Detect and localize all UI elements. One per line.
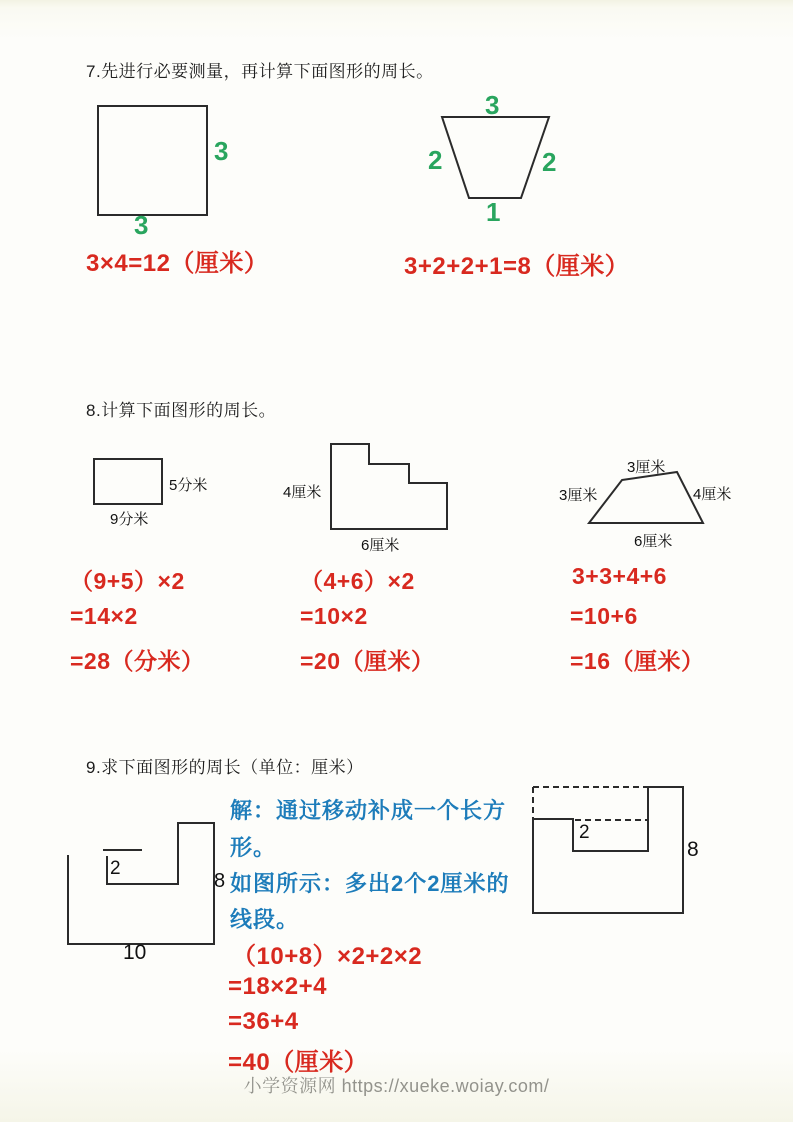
q7-square-figure xyxy=(96,104,212,220)
q9-solution-blue-line4: 线段。 xyxy=(230,907,300,932)
q7-square-bottom-label: 3 xyxy=(134,210,149,240)
q9-answer-line1: （10+8）×2+2×2 xyxy=(232,943,423,970)
q9-solution-blue-line3: 如图所示：多出2个2厘米的 xyxy=(230,871,510,896)
q8-trapezoid-figure xyxy=(586,468,708,528)
q9-left-figure xyxy=(65,818,220,950)
q9-solution-blue-line1: 解：通过移动补成一个长方 xyxy=(230,798,507,823)
q8-trapezoid-left-label: 3厘米 xyxy=(559,487,598,504)
q8-trapezoid-bottom-label: 6厘米 xyxy=(634,533,673,550)
q8-staircase-bottom-label: 6厘米 xyxy=(361,537,400,554)
q7-trapezoid-bottom-label: 1 xyxy=(486,197,501,227)
q9-right-right-label: 8 xyxy=(687,838,699,861)
q8-answer-col3-line2: =10+6 xyxy=(570,603,638,629)
q8-answer-col2-line2: =10×2 xyxy=(300,603,368,629)
q8-rectangle-bottom-label: 9分米 xyxy=(110,511,149,528)
q9-right-notch-label: 2 xyxy=(579,822,590,843)
question8-title: 8.计算下面图形的周长。 xyxy=(86,401,277,420)
q9-answer-line2: =18×2+4 xyxy=(228,973,327,1000)
q8-answer-col2-line3: =20（厘米） xyxy=(300,648,435,674)
q8-staircase-figure xyxy=(329,442,451,533)
q9-right-figure xyxy=(530,783,690,918)
q9-left-bottom-label: 10 xyxy=(123,941,147,964)
q7-trapezoid-left-label: 2 xyxy=(428,145,443,175)
q8-answer-col1-line2: =14×2 xyxy=(70,603,138,629)
q8-staircase-left-label: 4厘米 xyxy=(283,484,322,501)
q7-trapezoid-top-label: 3 xyxy=(485,90,500,120)
q7-answer-trapezoid: 3+2+2+1=8（厘米） xyxy=(404,253,630,280)
q8-answer-col3-line3: =16（厘米） xyxy=(570,648,705,674)
q8-rectangle-figure xyxy=(92,457,166,507)
q7-answer-square: 3×4=12（厘米） xyxy=(86,250,269,277)
question7-title: 7.先进行必要测量，再计算下面图形的周长。 xyxy=(86,62,434,81)
q9-answer-line4: =40（厘米） xyxy=(228,1049,369,1076)
watermark-footer: 小学资源网 https://xueke.woiay.com/ xyxy=(243,1076,550,1096)
q8-answer-col1-line1: （9+5）×2 xyxy=(70,568,185,594)
q9-answer-line3: =36+4 xyxy=(228,1008,299,1035)
q9-left-notch-label: 2 xyxy=(110,858,121,879)
q8-rectangle-right-label: 5分米 xyxy=(169,477,208,494)
q7-square-right-label: 3 xyxy=(214,136,229,166)
q7-trapezoid-right-label: 2 xyxy=(542,147,557,177)
q8-answer-col2-line1: （4+6）×2 xyxy=(300,568,415,594)
q8-trapezoid-right-label: 4厘米 xyxy=(693,486,732,503)
q9-solution-blue-line2: 形。 xyxy=(230,835,277,860)
q9-left-right-label: 8 xyxy=(214,870,226,892)
q8-answer-col1-line3: =28（分米） xyxy=(70,648,205,674)
q8-trapezoid-top-label: 3厘米 xyxy=(627,459,666,476)
question9-title: 9.求下面图形的周长（单位：厘米） xyxy=(86,758,364,777)
q8-answer-col3-line1: 3+3+4+6 xyxy=(572,563,667,589)
